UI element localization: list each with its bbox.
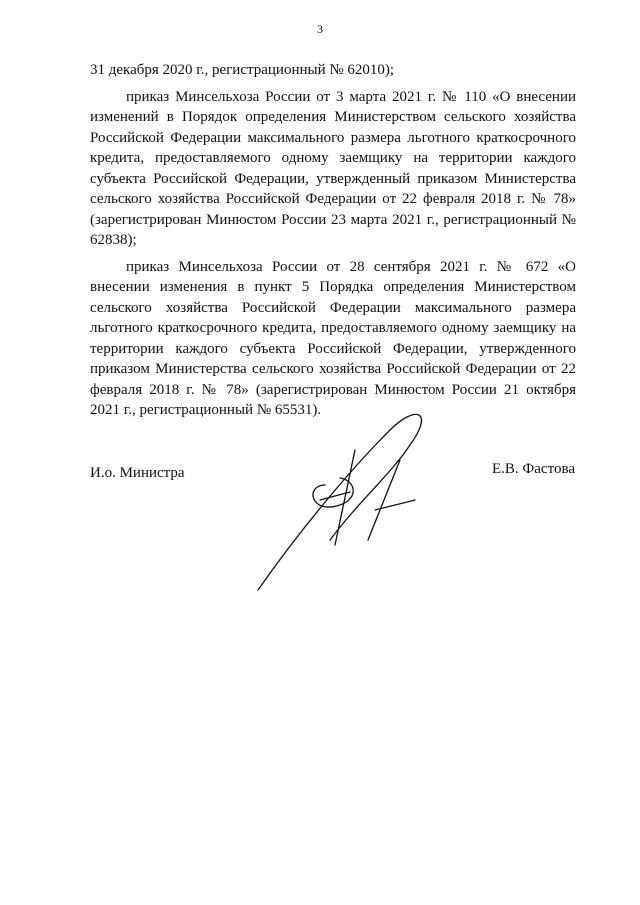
paragraph-order-110: приказ Минсельхоза России от 3 марта 2021 г. № 110 «О внесении изменений в Порядок определения Министерством сельского хозяйства Российской Федерации максимального размера льготного краткосрочного кредита, предоставляемого одному заемщику на территории каждого субъекта Российской Федерации, утвержденный приказом Министерства сельского хозяйства Российской Федерации от 22 февраля 2018 г. № 78» (зарегистрирован Минюстом России 23 марта 2021 г., регистрационный № 62838); [90, 88, 576, 248]
paragraph-order-672: приказ Минсельхоза России от 28 сентября 2021 г. № 672 «О внесении изменения в пункт 5 Порядка определения Министерством сельского хозяйства Российской Федерации максимального размера льготного краткосрочного кредита, предоставляемого одному заемщику на территории каждого субъекта Российской Федерации, утвержденного приказом Министерства сельского хозяйства Российской Федерации от 22 февраля 2018 г. № 78» (зарегистрирован Минюстом России 21 октября 2021 г., регистрационный № 65531). [90, 258, 576, 418]
signatory-role: И.о. Министра [90, 465, 185, 481]
page-number: 3 [317, 22, 323, 36]
signatory-name: Е.В. Фастова [492, 461, 575, 477]
paragraph-continuation: 31 декабря 2020 г., регистрационный № 62010); [90, 62, 395, 78]
signature-stroke-vertical [335, 450, 355, 545]
signature-stroke-tail [375, 500, 415, 510]
signature-stroke-vertical-2 [368, 460, 400, 540]
signature-stroke-loop [258, 414, 421, 590]
handwritten-signature [240, 400, 440, 600]
document-body [90, 60, 576, 421]
